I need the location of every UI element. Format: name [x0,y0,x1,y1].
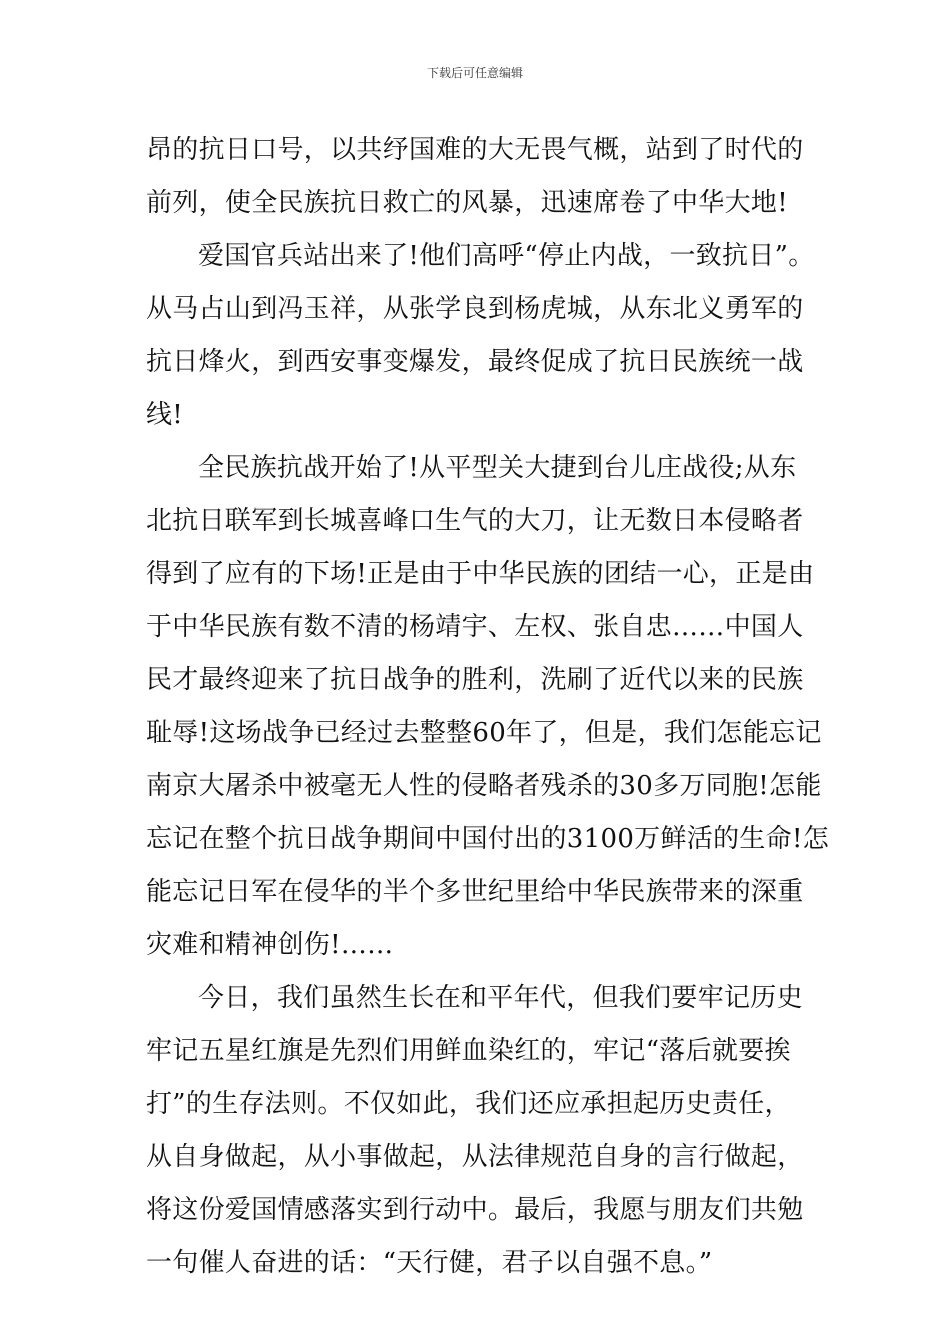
text-line: 得到了应有的下场!正是由于中华民族的团结一心，正是由 [146,559,815,589]
text-line: 南京大屠杀中被毫无人性的侵略者残杀的30多万同胞!怎能 [146,771,822,801]
text-line: 于中华民族有数不清的杨靖宇、左权、张自忠……中国人 [146,612,804,642]
page-header-note: 下载后可任意编辑 [426,66,523,80]
text-line: 牢记五星红旗是先烈们用鲜血染红的，牢记“落后就要挨 [146,1036,791,1066]
text-line: 从自身做起，从小事做起，从法律规范自身的言行做起， [146,1142,804,1172]
text-line: 北抗日联军到长城喜峰口生气的大刀，让无数日本侵略者 [146,506,804,536]
paragraph-start-line: 今日，我们虽然生长在和平年代，但我们要牢记历史 [198,983,803,1013]
text-line: 线! [146,400,184,430]
text-line: 耻辱!这场战争已经过去整整60年了，但是，我们怎能忘记 [146,718,822,748]
text-line: 昂的抗日口号，以共纾国难的大无畏气概，站到了时代的 [146,135,804,165]
text-line: 能忘记日军在侵华的半个多世纪里给中华民族带来的深重 [146,877,804,907]
text-line: 抗日烽火，到西安事变爆发，最终促成了抗日民族统一战 [146,347,804,377]
text-line: 民才最终迎来了抗日战争的胜利，洗刷了近代以来的民族 [146,665,804,695]
paragraph-start-line: 全民族抗战开始了!从平型关大捷到台儿庄战役;从东 [198,453,797,483]
text-line: 将这份爱国情感落实到行动中。最后，我愿与朋友们共勉 [146,1195,804,1225]
text-line: 打”的生存法则。不仅如此，我们还应承担起历史责任， [146,1089,791,1119]
document-body [146,130,830,1296]
text-line: 灾难和精神创伤!…… [146,930,394,960]
text-line: 一句催人奋进的话：“天行健，君子以自强不息。” [146,1248,713,1278]
text-line: 前列，使全民族抗日救亡的风暴，迅速席卷了中华大地! [146,188,788,218]
text-line: 从马占山到冯玉祥，从张学良到杨虎城，从东北义勇军的 [146,294,804,324]
text-line: 忘记在整个抗日战争期间中国付出的3100万鲜活的生命!怎 [146,824,830,854]
paragraph-start-line: 爱国官兵站出来了!他们高呼“停止内战，一致抗日”。 [198,241,815,271]
